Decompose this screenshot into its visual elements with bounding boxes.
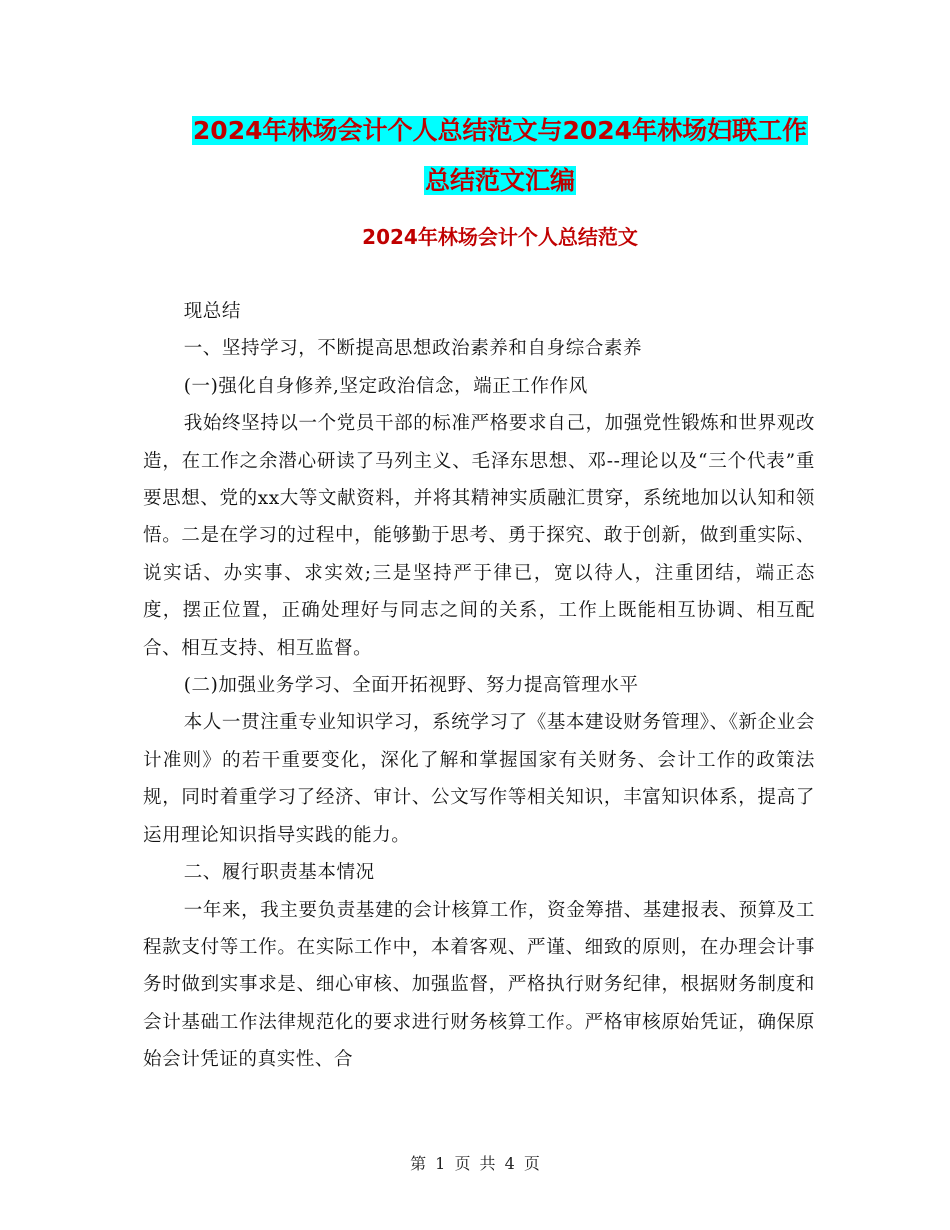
paragraph-accounting-work: 一年来，我主要负责基建的会计核算工作，资金筹措、基建报表、预算及工程款支付等工作。在实际工作中，本着客观、严谨、细致的原则，在办理会计事务时做到实事求是、细心审核、加强监督，严格执行财务纪律，根据财务制度和会计基础工作法律规范化的要求进行财务核算工作。严格审核原始凭证，确保原始会计凭证的真实性、合 — [143, 899, 815, 1071]
subheading-self-cultivation: (一)强化自身修养,坚定政治信念，端正工作作风 — [183, 375, 588, 397]
heading-study: 一、坚持学习，不断提高思想政治素养和自身综合素养 — [183, 338, 643, 360]
paragraph-intro: 现总结 — [183, 301, 241, 322]
document-title-line-1: 2024年林场会计个人总结范文与2024年林场妇联工作 — [192, 116, 808, 145]
document-title-line-2: 总结范文汇编 — [424, 166, 575, 195]
paragraph-party-study: 我始终坚持以一个党员干部的标准严格要求自己，加强党性锻炼和世界观改造，在工作之余潜心研读了马列主义、毛泽东思想、邓--理论以及“三个代表”重要思想、党的xx大等文献资料，并将其精神实质融汇贯穿，系统地加以认知和领悟。二是在学习的过程中，能够勤于思考、勇于探究、敢于创新，做到重实际、说实话、办实事、求实效;三是坚持严于律已，宽以待人，注重团结，端正态度，摆正位置，正确处理好与同志之间的关系，工作上既能相互协调、相互配合、相互支持、相互监督。 — [143, 413, 815, 659]
paragraph-professional-knowledge: 本人一贯注重专业知识学习，系统学习了《基本建设财务管理》、《新企业会计准则》的若干重要变化，深化了解和掌握国家有关财务、会计工作的政策法规，同时着重学习了经济、审计、公文写作等相关知识，丰富知识体系，提高了运用理论知识指导实践的能力。 — [143, 712, 815, 846]
document-body — [143, 293, 815, 1079]
heading-duties: 二、履行职责基本情况 — [183, 862, 375, 884]
section-title: 2024年林场会计个人总结范文 — [362, 225, 638, 249]
document-title — [140, 106, 860, 206]
subheading-business-study: (二)加强业务学习、全面开拓视野、努力提高管理水平 — [183, 675, 639, 697]
page-number: 第 1 页 共 4 页 — [410, 1154, 540, 1173]
